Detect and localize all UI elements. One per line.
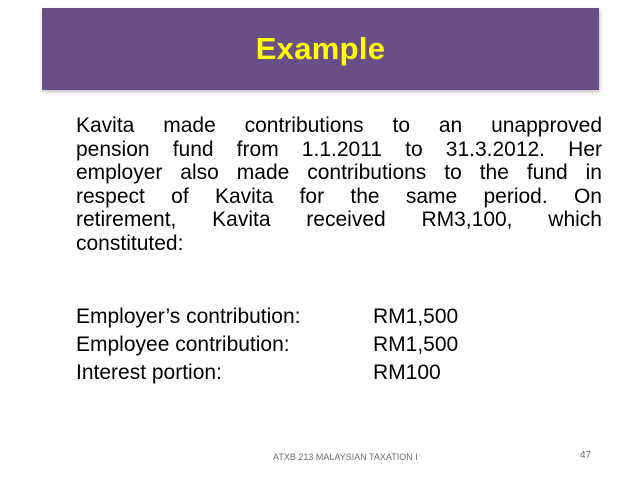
contribution-value: RM100 (373, 361, 441, 384)
title-bar (42, 8, 599, 90)
paragraph-line: retirement, Kavita received RM3,100, which (76, 208, 602, 231)
slide-title: Example (255, 31, 386, 66)
paragraph-line: employer also made contributions to the fund in (76, 161, 602, 184)
contribution-row (76, 359, 576, 387)
paragraph-line: pension fund from 1.1.2011 to 31.3.2012. Her (76, 137, 602, 161)
paragraph-line: Kavita made contributions to an unapproved (76, 114, 602, 137)
contribution-row (76, 331, 576, 359)
scenario-paragraph (76, 114, 602, 255)
contribution-list (76, 303, 576, 387)
contribution-row (76, 303, 576, 331)
page-number: 47 (580, 450, 592, 461)
contribution-value: RM1,500 (373, 333, 459, 356)
contribution-label: Employer’s contribution: (76, 305, 301, 328)
contribution-value: RM1,500 (373, 305, 459, 328)
contribution-label: Interest portion: (76, 361, 222, 384)
contribution-label: Employee contribution: (76, 333, 290, 356)
slide-footer: ATXB 213 MALAYSIAN TAXATION I (273, 452, 418, 462)
paragraph-line: respect of Kavita for the same period. On (76, 184, 602, 208)
paragraph-line: constituted: (76, 231, 184, 255)
